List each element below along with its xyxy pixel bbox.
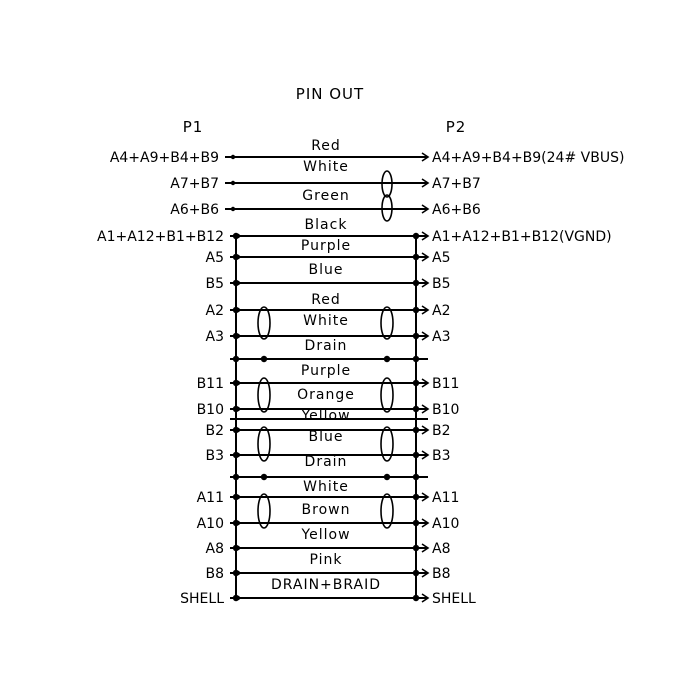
twisted-pair-loop <box>258 307 270 339</box>
p2-pin-labels <box>432 150 624 607</box>
wire-color-label: Yellow <box>301 527 351 543</box>
wire-color-label: White <box>303 159 349 175</box>
wire-color-label: Pink <box>309 552 343 568</box>
p1-pin-label: A6+B6 <box>170 202 219 218</box>
p2-pin-label: B11 <box>432 376 460 392</box>
p2-pin-label: A10 <box>432 516 460 532</box>
bus-junction-dot <box>233 570 239 576</box>
drain-junction-dot <box>261 474 267 480</box>
p1-pin-label: B3 <box>205 448 224 464</box>
bus-junction-dot <box>413 570 419 576</box>
diagram-title: PIN OUT <box>295 85 365 103</box>
p2-pin-label: A8 <box>432 541 451 557</box>
p1-pin-label: B2 <box>205 423 224 439</box>
bus-junction-dot <box>233 494 239 500</box>
p1-pin-label: A11 <box>196 490 224 506</box>
p2-pin-label: A11 <box>432 490 460 506</box>
p2-pin-label: A1+A12+B1+B12(VGND) <box>432 229 612 245</box>
p1-pin-labels <box>97 150 224 607</box>
wire-color-label: White <box>303 479 349 495</box>
p2-pin-label: A3 <box>432 329 451 345</box>
wire-color-label: Drain <box>304 338 348 354</box>
wire-color-label: Brown <box>301 502 351 518</box>
bus-junction-dot <box>413 427 419 433</box>
drain-junction-dot <box>384 474 390 480</box>
wire-color-label: Purple <box>300 363 352 379</box>
bus-junction-dot <box>233 474 239 480</box>
p1-pin-label: A5 <box>205 250 224 266</box>
bus-junction-dot <box>413 595 419 601</box>
bus-junction-dot <box>233 307 239 313</box>
p1-pin-dot <box>231 181 235 185</box>
wire-color-label: Blue <box>308 429 344 445</box>
bus-junction-dot <box>413 545 419 551</box>
bus-junction-dot <box>413 474 419 480</box>
bus-junction-dot <box>413 333 419 339</box>
bus-junction-dot <box>413 494 419 500</box>
bus-junction-dot <box>413 254 419 260</box>
wire-color-label: DRAIN+BRAID <box>270 577 382 593</box>
bus-junction-dot <box>413 233 419 239</box>
p2-pin-label: B5 <box>432 276 451 292</box>
bus-junction-dot <box>233 233 239 239</box>
p2-pin-label: B3 <box>432 448 451 464</box>
wire-color-label: Red <box>311 138 341 154</box>
bus-junction-dot <box>413 307 419 313</box>
wire-color-label: Red <box>311 292 341 308</box>
bus-junction-dot <box>233 520 239 526</box>
bus-junction-dot <box>233 427 239 433</box>
bus-junction-dot <box>233 406 239 412</box>
p2-pin-label: A6+B6 <box>432 202 481 218</box>
wire-color-label: Blue <box>308 262 344 278</box>
p2-pin-label: A4+A9+B4+B9(24# VBUS) <box>432 150 625 166</box>
drain-junction-dot <box>261 356 267 362</box>
bus-junction-dot <box>233 545 239 551</box>
wire-color-label: Green <box>302 188 350 204</box>
p1-pin-label: A4+A9+B4+B9 <box>109 150 219 166</box>
connector-p1-label: P1 <box>182 118 204 136</box>
bus-junction-dot <box>413 452 419 458</box>
bus-junction-dot <box>413 280 419 286</box>
bus-junction-dot <box>413 406 419 412</box>
p2-pin-label: A2 <box>432 303 451 319</box>
bus-junction-dot <box>233 595 239 601</box>
p1-pin-dot <box>231 155 235 159</box>
twisted-pair-loop <box>381 307 393 339</box>
p1-pin-label: B10 <box>196 402 224 418</box>
bus-junction-dot <box>233 254 239 260</box>
wire-color-label: Yellow <box>301 408 351 424</box>
bus-junction-dot <box>233 356 239 362</box>
bus-junction-dot <box>233 280 239 286</box>
bus-junction-dot <box>233 380 239 386</box>
p1-pin-label: A10 <box>196 516 224 532</box>
p1-pin-label: B8 <box>205 566 224 582</box>
bus-junction-dot <box>413 380 419 386</box>
bus-junction-dot <box>413 520 419 526</box>
wire-color-label: White <box>303 313 349 329</box>
wire-color-label: Orange <box>297 387 355 403</box>
p1-pin-label: B11 <box>196 376 224 392</box>
p2-pin-label: B10 <box>432 402 460 418</box>
wire-color-labels <box>271 138 381 593</box>
p1-pin-label: SHELL <box>180 591 224 607</box>
p2-pin-label: SHELL <box>432 591 476 607</box>
p2-pin-label: A7+B7 <box>432 176 481 192</box>
p1-pin-label: A1+A12+B1+B12 <box>97 229 224 245</box>
wire-color-label: Drain <box>304 454 348 470</box>
p1-pin-label: A8 <box>205 541 224 557</box>
p1-pin-label: A7+B7 <box>170 176 219 192</box>
drain-junction-dot <box>384 356 390 362</box>
p2-pin-label: B8 <box>432 566 451 582</box>
bus-junction-dot <box>413 356 419 362</box>
p1-pin-label: B5 <box>205 276 224 292</box>
p1-pin-label: A2 <box>205 303 224 319</box>
wire-color-label: Purple <box>300 238 352 254</box>
bus-junction-dot <box>233 333 239 339</box>
wire-color-label: Black <box>304 217 348 233</box>
bus-junction-dot <box>233 452 239 458</box>
connector-p2-label: P2 <box>445 118 467 136</box>
p2-pin-label: A5 <box>432 250 451 266</box>
p2-pin-label: B2 <box>432 423 451 439</box>
p1-pin-dot <box>231 207 235 211</box>
p1-pin-label: A3 <box>205 329 224 345</box>
